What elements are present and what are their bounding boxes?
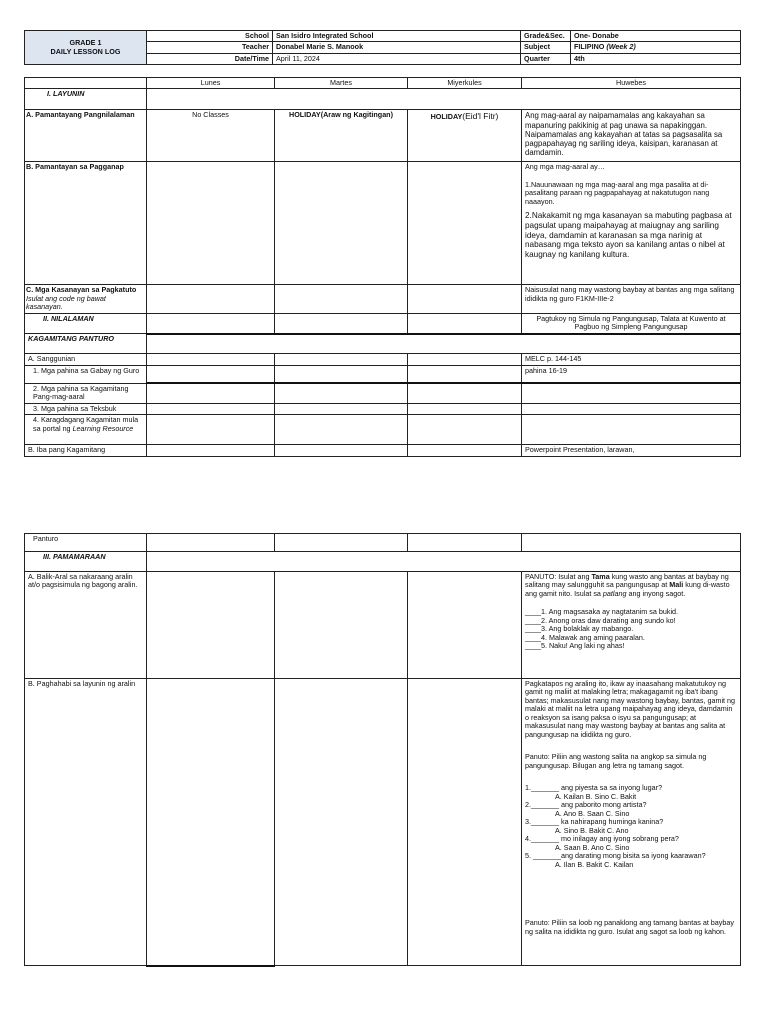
quarter-label: Quarter xyxy=(521,53,571,64)
huwebes-gabay-guro: pahina 16-19 xyxy=(522,365,741,383)
kagamitang-panturo-title: KAGAMITANG PANTURO xyxy=(25,334,147,354)
kagamitang-mag-aaral-label: 2. Mga pahina sa Kagamitang Pang-mag-aaral xyxy=(25,383,147,403)
layunin-title: I. LAYUNIN xyxy=(25,89,147,110)
lesson-table-page2 xyxy=(24,533,741,967)
question-options: A. Ano B. Saan C. Sino xyxy=(555,808,630,818)
pagganap-item-2: 2.Nakakamit ng mga kasanayan sa mabuting pagbasa at pagsulat upang maipahayag at maiugnay ang sariling ideya, damdamin at karanasan sa mga narinig at nabasang mga teksto ayon sa kanilang antas o nibel at kaugnay ng kanilang kultura. xyxy=(525,211,732,260)
paghahabi-panuto-2: Panuto: Piliin sa loob ng panaklong ang tamang bantas at baybay ng salita na ididikta ng guro. Isulat ang sagot sa loob ng kahon. xyxy=(525,918,734,936)
pamantayang-pangnilalaman-label: A. Pamantayang Pangnilalaman xyxy=(25,110,147,162)
nilalaman-title: II. NILALAMAN xyxy=(25,313,147,333)
paghahabi-label: B. Paghahabi sa layunin ng aralin xyxy=(25,679,147,966)
date-value: April 11, 2024 xyxy=(273,53,521,64)
huwebes-kagamitang-mag-aaral xyxy=(522,383,741,403)
pamantayan-pagganap-label: B. Pamantayan sa Pagganap xyxy=(25,162,147,285)
subject-label: Subject xyxy=(521,42,571,53)
balik-aral-label: A. Balik-Aral sa nakaraang aralin at/o pagsisimula ng bagong aralin. xyxy=(25,572,147,679)
huwebes-nilalaman: Pagtukoy ng Simula ng Pangungusap, Talata at Kuwento at Pagbuo ng Simpleng Pangungusap xyxy=(522,313,741,333)
miyerkules-holiday xyxy=(408,110,522,162)
huwebes-teksbuk xyxy=(522,403,741,414)
balik-aral-item: ____4. Malawak ang aming paaralan. xyxy=(525,632,645,642)
gabay-guro-label: 1. Mga pahina sa Gabay ng Guro xyxy=(25,365,147,383)
question-item: 3._______ ka nahirapang huminga kanina? xyxy=(525,817,664,827)
huwebes-balik-aral xyxy=(522,572,741,679)
sanggunian-label: A. Sanggunian xyxy=(25,354,147,365)
teacher-value: Donabel Marie S. Manook xyxy=(273,42,521,53)
karagdagang-kagamitan-label xyxy=(25,415,147,445)
pagganap-item-1: 1.Nauunawaan ng mga mag-aaral ang mga pasalita at di-pasalitang paraan ng pagpapahayag at nakatutugon nang naaayon. xyxy=(525,179,710,206)
kasanayan-sub: Isulat ang code ng bawat kasanayan. xyxy=(26,293,106,312)
huwebes-pamantayan-pagganap xyxy=(522,162,741,285)
teksbuk-label: 3. Mga pahina sa Teksbuk xyxy=(25,403,147,414)
subject-name: FILIPINO xyxy=(574,42,605,52)
school-label: School xyxy=(147,31,273,42)
header-table xyxy=(24,30,741,65)
question-item: 1._______ ang piyesta sa sa inyong lugar? xyxy=(525,783,663,793)
question-options: A. Saan B. Ano C. Sino xyxy=(555,842,630,852)
gradesec-label: Grade&Sec. xyxy=(521,31,571,42)
balik-aral-item: ____2. Anong oras daw darating ang sundo ko! xyxy=(525,615,676,625)
day-lunes: Lunes xyxy=(147,78,275,89)
martes-holiday: HOLIDAY(Araw ng Kagitingan) xyxy=(275,110,408,162)
kasanayan-label-cell xyxy=(25,285,147,313)
subject-week: (Week 2) xyxy=(606,42,636,52)
grade-text: GRADE 1 xyxy=(69,38,102,48)
balik-aral-panuto: PANUTO: Isulat ang Tama kung wasto ang bantas at baybay ng salitang may salungguhit sa pangungusap at Mali kung di-wasto ang gamit nito. Isulat sa patlang ang inyong sagot. xyxy=(525,572,730,598)
teacher-label: Teacher xyxy=(147,42,273,53)
balik-aral-items xyxy=(525,608,737,650)
kasanayan-label: C. Mga Kasanayan sa Pagkatuto xyxy=(26,285,137,295)
huwebes-kasanayan: Naisusulat nang may wastong baybay at bantas ang mga salitang ididikta ng guro F1KM-IIIe-2 xyxy=(522,285,741,313)
huwebes-sanggunian: MELC p. 144-145 xyxy=(522,354,741,365)
question-item: 4._______ mo inilagay ang iyong sobrang pera? xyxy=(525,834,679,844)
days-header-row xyxy=(25,78,741,89)
huwebes-iba-pang-kagamitan: Powerpoint Presentation, larawan, xyxy=(522,445,741,456)
date-label: Date/Time xyxy=(147,53,273,64)
huwebes-pamantayang-pangnilalaman: Ang mag-aaral ay naipamamalas ang kakayahan sa mapanuring pakikinig at pag unawa sa napakinggan. Naipamamalas ang kakayahan at tatas sa pagsasalita sa pagpapahayag ng sariling ideya, kaisipan, karanasan at damdamin. xyxy=(522,110,741,162)
balik-aral-item: ____5. Naku! Ang laki ng ahas! xyxy=(525,641,625,651)
learning-resource-text: Learning Resource xyxy=(72,423,134,433)
question-item: 2._______ ang paborito mong artista? xyxy=(525,800,647,810)
question-options: A. Sino B. Bakit C. Ano xyxy=(555,825,629,835)
question-options: A. Kailan B. Sino C. Bakit xyxy=(555,791,637,801)
paghahabi-para: Pagkatapos ng araling ito, ikaw ay inaasahang makatutukoy ng gamit ng maliit at malaking letra; makagagamit ng iba't ibang bantas; makasusulat nang may wastong baybay, bantas, gamit ng malaki at maliit na letra upang maipahayag ang ideya, damdamin o reaksyon sa isang paksa o isyu sa pangungusap; at makasusulat nang may wastong baybay at bantas ang salita at pangungusap na ididikta ng guro. xyxy=(525,679,736,739)
subject-value xyxy=(571,42,741,53)
balik-aral-item: ____1. Ang magsasaka ay nagtatanim sa bukid. xyxy=(525,607,679,617)
grade-log-title xyxy=(25,31,147,65)
school-value: San Isidro Integrated School xyxy=(273,31,521,42)
huwebes-karagdagang xyxy=(522,415,741,445)
quarter-value: 4th xyxy=(571,53,741,64)
paghahabi-panuto: Panuto: Piliin ang wastong salita na angkop sa simula ng pangungusap. Bilugan ang letra ng tamang sagot. xyxy=(525,752,707,770)
pamamaraan-title: III. PAMAMARAAN xyxy=(25,552,147,572)
panturo-label: Panturo xyxy=(25,534,147,552)
eid-text: (Eid'l Fitr) xyxy=(462,111,499,122)
gradesec-value: One- Donabe xyxy=(571,31,741,42)
balik-aral-item: ____3. Ang bolaklak ay mabango. xyxy=(525,624,634,634)
holiday-word: HOLIDAY xyxy=(430,112,463,122)
daily-lesson-log-text: DAILY LESSON LOG xyxy=(50,46,121,56)
question-item: 5. _______ang darating mong bisita sa iyong kaarawan? xyxy=(525,851,706,861)
iba-pang-kagamitan-label: B. Iba pang Kagamitang xyxy=(25,445,147,456)
lunes-no-classes: No Classes xyxy=(147,110,275,162)
day-miyerkules: Miyerkules xyxy=(408,78,522,89)
lesson-table-page1 xyxy=(24,77,741,457)
day-martes: Martes xyxy=(275,78,408,89)
huwebes-paghahabi xyxy=(522,679,741,966)
karagdagang-text: 4. Karagdagang Kagamitan mula sa portal ng xyxy=(33,415,139,433)
pagganap-intro: Ang mga mag-aaral ay… xyxy=(525,162,605,172)
paghahabi-questions xyxy=(525,784,737,869)
question-options: A. Ilan B. Bakit C. Kailan xyxy=(555,859,634,869)
day-huwebes: Huwebes xyxy=(522,78,741,89)
